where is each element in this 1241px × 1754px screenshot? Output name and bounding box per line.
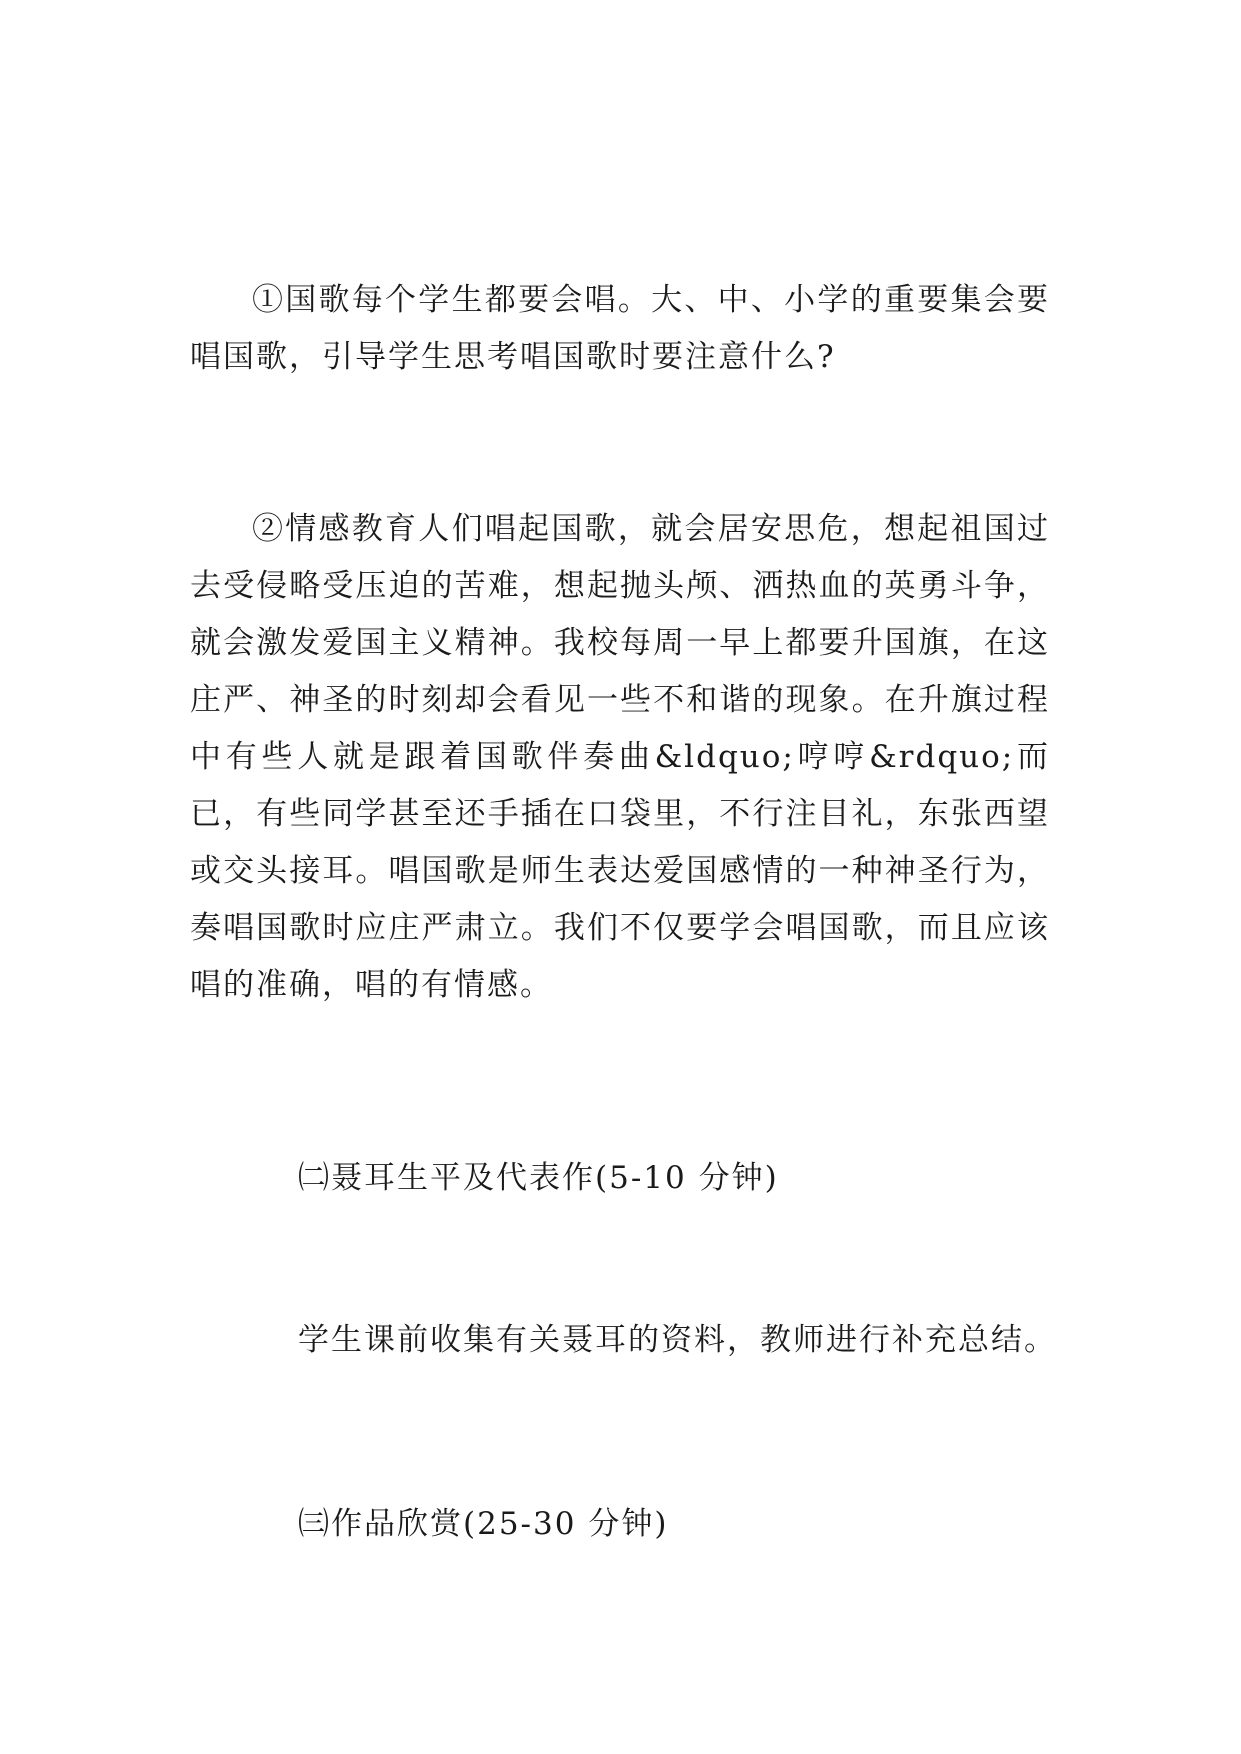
section-heading-nie-er-biography: ㈡聂耳生平及代表作(5-10 分钟) — [298, 1160, 779, 1196]
section-heading-work-appreciation: ㈢作品欣赏(25-30 分钟) — [298, 1506, 669, 1542]
paragraph-student-research: 学生课前收集有关聂耳的资料，教师进行补充总结。 — [298, 1322, 1057, 1358]
paragraph-national-anthem-singing: ①国歌每个学生都要会唱。大、中、小学的重要集会要唱国歌，引导学生思考唱国歌时要注意什么? — [190, 282, 1050, 375]
paragraph-emotional-education: ②情感教育人们唱起国歌，就会居安思危，想起祖国过去受侵略受压迫的苦难，想起抛头颅、洒热血的英勇斗争，就会激发爱国主义精神。我校每周一早上都要升国旗，在这庄严、神圣的时刻却会看见一些不和谐的现象。在升旗过程中有些人就是跟着国歌伴奏曲&ldquo;哼哼&rdquo;而已，有些同学甚至还手插在口袋里，不行注目礼，东张西望或交头接耳。唱国歌是师生表达爱国感情的一种神圣行为，奏唱国歌时应庄严肃立。我们不仅要学会唱国歌，而且应该唱的准确，唱的有情感。 — [190, 511, 1050, 1003]
